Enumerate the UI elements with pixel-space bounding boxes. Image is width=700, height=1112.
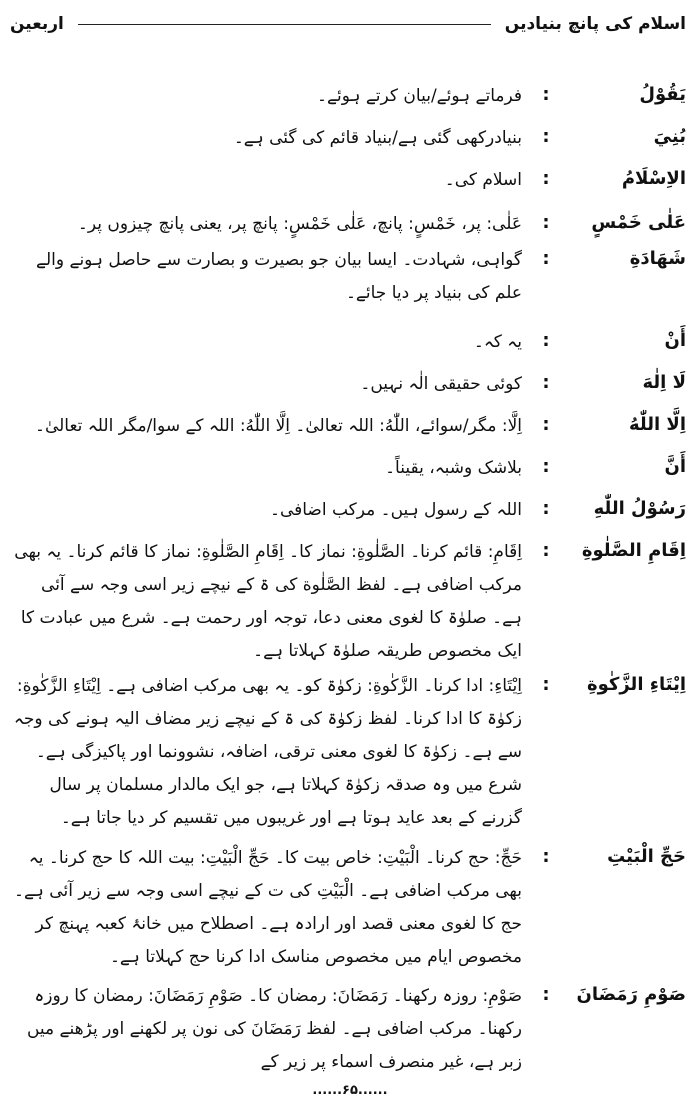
glossary-entry	[10, 536, 686, 668]
entry-meaning: حَجِّ: حج کرنا۔ الْبَيْتِ: خاص بیت کا۔ حَجِّ الْبَيْتِ: بیت اللہ کا حج کرنا۔ یہ بھی مرکب اضافی ہے۔ الْبَيْتِ کی ت کے نیچے اسی وجہ سے زیر آئی ہے۔ حج کا لغوی معنی قصد اور ارادہ ہے۔ اصطلاح میں خانۂ کعبہ پہنچ کر مخصوص ایام میں مخصوص مناسک ادا کرنا حج کہلاتا ہے۔	[14, 848, 522, 967]
glossary-entry	[10, 842, 686, 974]
entry-term: بُنِيَ	[653, 126, 686, 147]
entry-meaning: کوئی حقیقی الٰہ نہیں۔	[360, 374, 522, 394]
entry-term: لَا اِلٰهَ	[642, 372, 686, 393]
entry-term: رَسُوْلُ اللّٰهِ	[593, 498, 686, 519]
entry-term: صَوْمِ رَمَضَانَ	[576, 984, 686, 1005]
header-rule	[78, 24, 491, 25]
entry-colon: :	[542, 248, 550, 269]
entry-meaning: بنیادرکھی گئی ہے/بنیاد قائم کی گئی ہے۔	[233, 128, 522, 148]
glossary-entry	[10, 410, 686, 443]
entry-colon: :	[542, 330, 550, 351]
entry-meaning: اِلَّا: مگر/سوائے، اللّٰهُ: اللہ تعالیٰ۔ اِلَّا اللّٰهُ: اللہ کے سوا/مگر اللہ تعالیٰ۔	[34, 416, 522, 436]
entry-colon: :	[542, 212, 550, 233]
glossary-entry	[10, 122, 686, 155]
entry-colon: :	[542, 456, 550, 477]
entry-term: الاِسْلَامُ	[621, 168, 686, 189]
header-chapter-title: اسلام کی پانچ بنیادیں	[504, 14, 686, 34]
entry-colon: :	[542, 846, 550, 867]
entry-term: اِقَامِ الصَّلٰوةِ	[581, 540, 686, 561]
entry-colon: :	[542, 84, 550, 105]
entry-meaning: صَوْمِ: روزہ رکھنا۔ رَمَضَانَ: رمضان کا۔ صَوْمِ رَمَضَانَ: رمضان کا روزہ رکھنا۔ مرکب اضافی ہے۔ لفظ رَمَضَانَ کی نون پر لکھنے اور پڑھنے میں زبر ہے، غیر منصرف اسماء پر زیر کے	[26, 986, 522, 1072]
entry-meaning: گواہی، شہادت۔ ایسا بیان جو بصیرت و بصارت سے حاصل ہونے والے علم کی بنیاد پر دیا جائے۔	[36, 250, 522, 303]
glossary-entry	[10, 452, 686, 485]
entry-term: أَنَّ	[664, 456, 686, 477]
page-number: ......۶۵......	[312, 1083, 388, 1098]
entry-colon: :	[542, 372, 550, 393]
entry-term: أَنْ	[664, 330, 686, 351]
glossary-entry	[10, 208, 686, 241]
entry-term: اِيْتَاءِ الزَّكٰوةِ	[586, 674, 686, 695]
entry-colon: :	[542, 540, 550, 561]
glossary-entry	[10, 244, 686, 310]
entry-meaning: اللہ کے رسول ہیں۔ مرکب اضافی۔	[269, 500, 522, 520]
entry-meaning: یہ کہ۔	[473, 332, 522, 352]
entry-colon: :	[542, 168, 550, 189]
glossary-entry	[10, 494, 686, 527]
entry-meaning: بلاشک وشبہ، یقیناً۔	[385, 458, 522, 478]
glossary-entry	[10, 980, 686, 1079]
glossary-entry	[10, 80, 686, 113]
entry-term: شَهَادَةِ	[629, 248, 686, 269]
entry-meaning: عَلٰى: پر، خَمْسٍ: پانچ، عَلٰى خَمْسٍ: پانچ پر، یعنی پانچ چیزوں پر۔	[77, 214, 522, 234]
entry-meaning: اِقَامِ: قائم کرنا۔ الصَّلٰوةِ: نماز کا۔ اِقَامِ الصَّلٰوةِ: نماز کا قائم کرنا۔ یہ بھی مرکب اضافی ہے۔ لفظ الصَّلٰوة کی ۃ کے نیچے زیر اسی وجہ سے آئی ہے۔ صلوٰۃ کا لغوی معنی دعا، توجہ اور رحمت ہے۔ شرع میں عبادت کا ایک مخصوص طریقہ صلوٰۃ کہلاتا ہے۔	[14, 542, 522, 661]
entry-meaning: اِيْتَاءِ: ادا کرنا۔ الزَّكٰوةِ: زکوٰۃ کو۔ یہ بھی مرکب اضافی ہے۔ اِيْتَاءِ الزَّكٰوةِ: زکوٰۃ کا ادا کرنا۔ لفظ زکوٰۃ کی ۃ کے نیچے زیر مضاف الیہ ہونے کی وجہ سے ہے۔ زکوٰۃ کا لغوی معنی ترقی، اضافہ، نشوونما اور پاکیزگی ہے۔ شرع میں وہ صدقہ زکوٰۃ کہلاتا ہے، جو ایک مالدار مسلمان پر سال گزرنے کے بعد عاید ہوتا ہے اور غریبوں میں تقسیم کر دیا جاتا ہے۔	[13, 676, 522, 828]
entry-colon: :	[542, 498, 550, 519]
entry-meaning: فرماتے ہوئے/بیان کرتے ہوئے۔	[317, 86, 522, 106]
entry-colon: :	[542, 984, 550, 1005]
page-header	[10, 6, 686, 42]
entry-term: حَجِّ الْبَيْتِ	[607, 846, 686, 867]
header-book-title: اربعین	[10, 14, 64, 34]
entry-colon: :	[542, 126, 550, 147]
glossary-entry	[10, 368, 686, 401]
entry-colon: :	[542, 414, 550, 435]
glossary-entry	[10, 326, 686, 359]
entry-term: يَقُوْلُ	[639, 84, 686, 105]
glossary-entry	[10, 670, 686, 835]
entry-meaning: اسلام کی۔	[444, 170, 522, 190]
glossary-entry	[10, 164, 686, 197]
entry-term: اِلَّا اللّٰهُ	[628, 414, 686, 435]
entry-term: عَلٰى خَمْسٍ	[591, 212, 686, 233]
entry-colon: :	[542, 674, 550, 695]
